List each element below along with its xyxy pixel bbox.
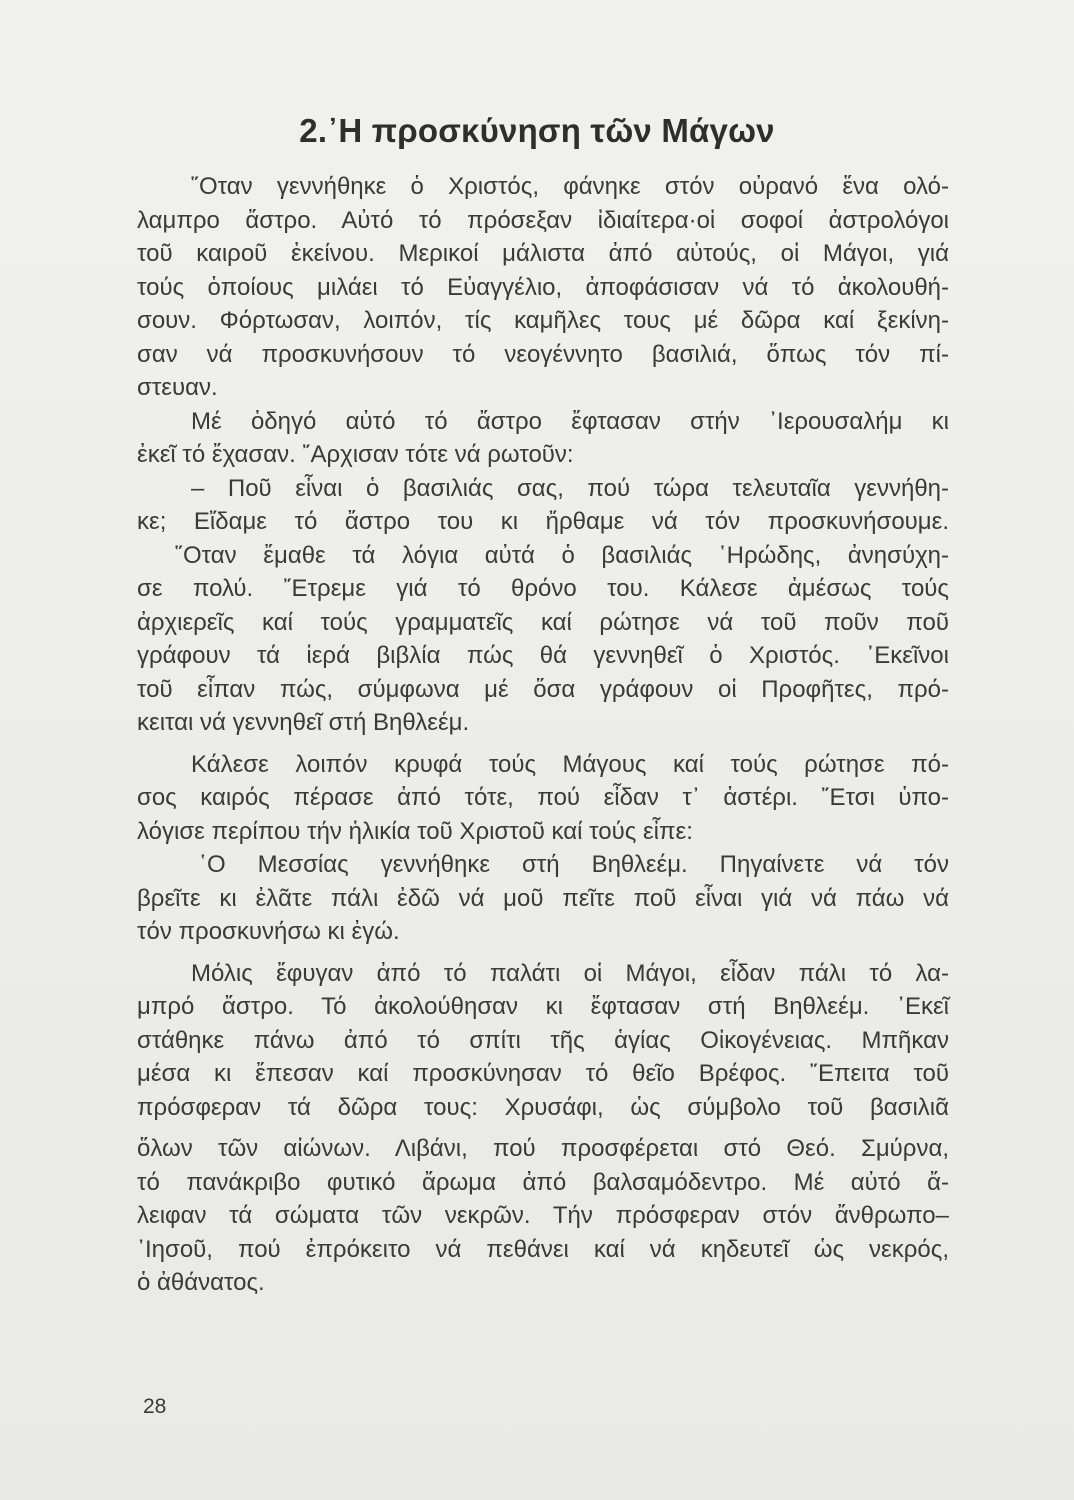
text-line: ὁ ἀθάνατος.: [137, 1269, 265, 1296]
text-line: λαμπρο ἄστρο. Αὐτό τό πρόσεξαν ἰδιαίτερα·οἱ σοφοί ἀστρολόγοι: [137, 206, 949, 234]
text-line: στάθηκε πάνω ἀπό τό σπίτι τῆς ἁγίας Οἰκογένειας. Μπῆκαν: [137, 1026, 949, 1054]
text-line: λειφαν τά σώματα τῶν νεκρῶν. Τήν πρόσφεραν στόν ἄνθρωπο–: [137, 1202, 949, 1229]
text-line: λόγισε περίπου τήν ἡλικία τοῦ Χριστοῦ καί τούς εἶπε:: [137, 817, 693, 845]
text-line: ῞Οταν ἔμαθε τά λόγια αὐτά ὁ βασιλιάς ῾Ηρώδης, ἀνησύχη-: [175, 541, 949, 569]
text-line: – Ποῦ εἶναι ὁ βασιλιάς σας, πού τώρα τελευταῖα γεννήθη-: [191, 474, 949, 502]
text-line: στευαν.: [137, 374, 218, 401]
text-line: ῞Οταν γεννήθηκε ὁ Χριστός, φάνηκε στόν οὐρανό ἕνα ολό-: [191, 173, 949, 200]
text-line: βρεῖτε κι ἐλᾶτε πάλι ἐδῶ νά μοῦ πεῖτε ποῦ εἶναι γιά νά πάω νά: [137, 884, 949, 912]
text-line: μπρό ἄστρο. Τό ἀκολούθησαν κι ἔφτασαν στή Βηθλεέμ. ᾿Εκεῖ: [137, 993, 949, 1020]
text-line: πρόσφεραν τά δῶρα τους: Χρυσάφι, ὡς σύμβολο τοῦ βασιλιᾶ: [137, 1093, 949, 1121]
text-line: ἀρχιερεῖς καί τούς γραμματεῖς καί ρώτησε νά τοῦ ποῦν ποῦ: [137, 608, 949, 636]
text-line: σος καιρός πέρασε ἀπό τότε, πού εἶδαν τ᾿ ἀστέρι. ῎Ετσι ὑπο-: [137, 784, 949, 811]
text-line: κε; Εἴδαμε τό ἄστρο του κι ἤρθαμε νά τόν προσκυνήσουμε.: [137, 508, 949, 535]
text-line: τοῦ καιροῦ ἐκείνου. Μερικοί μάλιστα ἀπό αὐτούς, οἱ Μάγοι, γιά: [137, 240, 949, 267]
text-line: τοῦ εἶπαν πώς, σύμφωνα μέ ὅσα γράφουν οἱ Προφῆτες, πρό-: [137, 675, 949, 703]
text-line: ὅλων τῶν αἰώνων. Λιβάνι, πού προσφέρεται στό Θεό. Σμύρνα,: [137, 1135, 949, 1162]
text-line: Μόλις ἔφυγαν ἀπό τό παλάτι οἱ Μάγοι, εἶδαν πάλι τό λα-: [191, 959, 949, 987]
text-line: ῾Ο Μεσσίας γεννήθηκε στή Βηθλεέμ. Πηγαίνετε νά τόν: [199, 851, 949, 878]
text-line: Μέ ὁδηγό αὐτό τό ἄστρο ἔφτασαν στήν ᾿Ιερουσαλήμ κι: [191, 407, 949, 435]
text-line: ᾿Ιησοῦ, πού ἐπρόκειτο νά πεθάνει καί νά κηδευτεῖ ὡς νεκρός,: [137, 1235, 949, 1263]
text-line: Κάλεσε λοιπόν κρυφά τούς Μάγους καί τούς ρώτησε πό-: [191, 750, 949, 778]
text-line: μέσα κι ἔπεσαν καί προσκύνησαν τό θεῖο Βρέφος. ῎Επειτα τοῦ: [137, 1060, 949, 1087]
text-line: σαν νά προσκυνήσουν τό νεογέννητο βασιλιά, ὅπως τόν πί-: [137, 340, 949, 368]
text-line: σουν. Φόρτωσαν, λοιπόν, τίς καμῆλες τους μέ δῶρα καί ξεκίνη-: [137, 307, 949, 334]
page-number: 28: [143, 1395, 167, 1418]
body-text: [137, 170, 949, 1300]
text-line: σε πολύ. ῎Ετρεμε γιά τό θρόνο του. Κάλεσε ἀμέσως τούς: [137, 575, 949, 602]
page-title: 2.᾿Η προσκύνηση τῶν Μάγων: [299, 112, 775, 149]
text-line: κειται νά γεννηθεῖ στή Βηθλεέμ.: [137, 709, 470, 736]
text-line: ἐκεῖ τό ἔχασαν. ῎Αρχισαν τότε νά ρωτοῦν:: [137, 441, 574, 468]
text-line: τόν προσκυνήσω κι ἐγώ.: [137, 918, 400, 945]
text-line: τό πανάκριβο φυτικό ἄρωμα ἀπό βαλσαμόδεντρο. Μέ αὐτό ἄ-: [137, 1168, 949, 1196]
text-line: τούς ὁποίους μιλάει τό Εὐαγγέλιο, ἀποφάσισαν νά τό ἀκολουθή-: [137, 273, 949, 301]
text-line: γράφουν τά ἱερά βιβλία πώς θά γεννηθεῖ ὁ Χριστός. ᾿Εκεῖνοι: [137, 642, 949, 669]
